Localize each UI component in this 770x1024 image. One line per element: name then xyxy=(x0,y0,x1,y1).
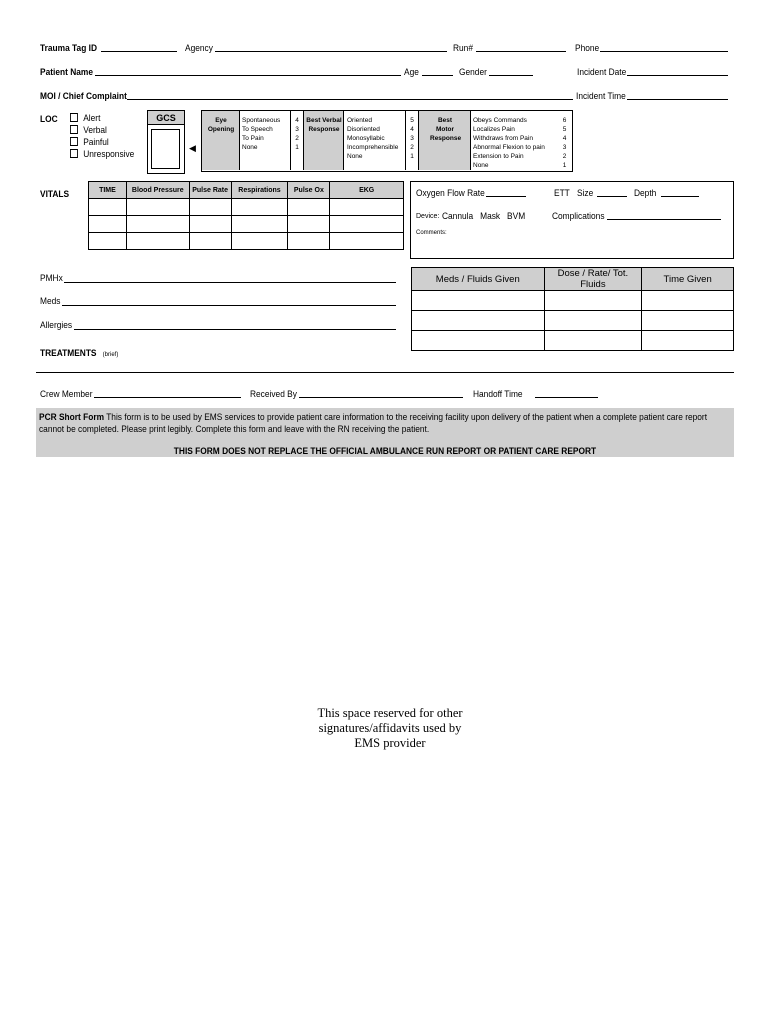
run-field[interactable] xyxy=(476,51,566,52)
loc-verbal[interactable]: Verbal xyxy=(70,125,134,137)
table-row xyxy=(89,216,404,233)
motor-scores: 6 5 4 3 2 1 xyxy=(562,117,567,169)
crew-member-field[interactable] xyxy=(94,397,241,398)
oxygen-flow-label: Oxygen Flow Rate xyxy=(416,188,485,199)
ett-label: ETT xyxy=(554,188,570,199)
treatments-note: (brief) xyxy=(102,352,119,358)
trauma-tag-label: Trauma Tag ID xyxy=(40,43,97,54)
age-field[interactable] xyxy=(422,75,453,76)
table-row xyxy=(89,233,404,250)
gender-label: Gender xyxy=(459,67,487,78)
size-field[interactable] xyxy=(597,196,627,197)
patient-name-field[interactable] xyxy=(95,75,401,76)
gcs-box xyxy=(147,110,185,174)
verbal-title: Best Verbal Response xyxy=(306,117,342,133)
motor-title: Best Motor Response xyxy=(430,117,462,142)
meds-col-given: Meds / Fluids Given xyxy=(412,268,545,291)
reserved-space-note: This space reserved for other signatures/affidavits used by EMS provider xyxy=(317,706,463,750)
treatments-label: TREATMENTS xyxy=(40,348,97,359)
agency-field[interactable] xyxy=(215,51,447,52)
loc-alert[interactable]: Alert xyxy=(70,113,134,125)
meds-table xyxy=(411,267,734,351)
table-row xyxy=(412,291,734,311)
vitals-table xyxy=(88,181,404,250)
checkbox-icon[interactable] xyxy=(70,137,78,146)
divider xyxy=(36,372,734,373)
notice-text: THIS FORM DOES NOT REPLACE THE OFFICIAL AMBULANCE RUN REPORT OR PATIENT CARE REPORT xyxy=(173,446,597,457)
moi-field[interactable] xyxy=(127,99,573,100)
treatments-heading xyxy=(40,343,118,361)
incident-time-label: Incident Time xyxy=(576,91,626,102)
incident-date-field[interactable] xyxy=(627,75,728,76)
checkbox-icon[interactable] xyxy=(70,113,78,122)
incident-date-label: Incident Date xyxy=(577,67,627,78)
loc-options xyxy=(70,113,143,161)
moi-label: MOI / Chief Complaint xyxy=(40,91,127,102)
meds-field[interactable] xyxy=(62,305,396,306)
checkbox-icon[interactable] xyxy=(70,125,78,134)
comments-label: Comments: xyxy=(416,230,447,236)
device-options[interactable]: Cannula Mask BVM xyxy=(442,211,526,222)
allergies-label: Allergies xyxy=(40,320,73,331)
age-label: Age xyxy=(404,67,419,78)
agency-label: Agency xyxy=(185,43,213,54)
loc-unresponsive[interactable]: Unresponsive xyxy=(70,149,134,161)
eye-opening-title: Eye Opening xyxy=(207,117,235,133)
run-label: Run# xyxy=(453,43,473,54)
eye-items: Spontaneous To Speech To Pain None xyxy=(242,117,281,151)
table-row xyxy=(412,331,734,351)
complications-label: Complications xyxy=(552,211,605,222)
vitals-label: VITALS xyxy=(40,189,70,200)
phone-label: Phone xyxy=(575,43,600,54)
gcs-scale xyxy=(201,110,573,172)
verbal-items: Oriented Disoriented Monosyllabic Incomprehensible None xyxy=(347,117,399,160)
handoff-time-field[interactable] xyxy=(535,397,598,398)
eye-scores: 4 3 2 1 xyxy=(290,111,304,170)
vitals-col-time: TIME xyxy=(89,182,127,199)
crew-member-label: Crew Member xyxy=(40,389,93,400)
complications-field[interactable] xyxy=(607,219,721,220)
depth-field[interactable] xyxy=(661,196,699,197)
table-row xyxy=(412,311,734,331)
trauma-tag-field[interactable] xyxy=(101,51,177,52)
arrow-left-icon: ◀ xyxy=(189,143,196,153)
depth-label: Depth xyxy=(634,188,657,199)
meds-col-time: Time Given xyxy=(642,268,734,291)
size-label: Size xyxy=(577,188,594,199)
phone-field[interactable] xyxy=(600,51,728,52)
pmhx-label: PMHx xyxy=(40,273,63,284)
incident-time-field[interactable] xyxy=(627,99,728,100)
received-by-field[interactable] xyxy=(299,397,463,398)
allergies-field[interactable] xyxy=(74,329,396,330)
oxygen-flow-field[interactable] xyxy=(486,196,526,197)
short-form-title: PCR Short Form xyxy=(39,412,105,423)
vitals-col-pulseox: Pulse Ox xyxy=(288,182,330,199)
patient-name-label: Patient Name xyxy=(40,67,93,78)
pmhx-field[interactable] xyxy=(64,282,396,283)
table-row xyxy=(89,199,404,216)
verbal-scores: 5 4 3 2 1 xyxy=(405,111,419,170)
vitals-col-pulse: Pulse Rate xyxy=(189,182,231,199)
meds-col-dose: Dose / Rate/ Tot. Fluids xyxy=(544,268,642,291)
vitals-col-resp: Respirations xyxy=(231,182,288,199)
short-form-text: This form is to be used by EMS services to provide patient care information to the receiving facility upon delivery of the patient when a complete patient care report cannot be completed. Please print legibly. Complete this form and leave with the RN receiving the patient. xyxy=(39,412,708,435)
device-label: Device: xyxy=(416,213,440,220)
received-by-label: Received By xyxy=(250,389,297,400)
pcr-notice xyxy=(36,408,734,457)
motor-items: Obeys Commands Localizes Pain Withdraws from Pain Abnormal Flexion to pain Extension to Pain None xyxy=(473,117,545,169)
vitals-col-ekg: EKG xyxy=(330,182,404,199)
vitals-col-bp: Blood Pressure xyxy=(126,182,189,199)
meds-label: Meds xyxy=(40,296,61,307)
gcs-total-field[interactable] xyxy=(151,129,180,169)
checkbox-icon[interactable] xyxy=(70,149,78,158)
gcs-label: GCS xyxy=(148,111,184,125)
gender-field[interactable] xyxy=(489,75,533,76)
handoff-time-label: Handoff Time xyxy=(473,389,523,400)
loc-painful[interactable]: Painful xyxy=(70,137,134,149)
loc-label: LOC xyxy=(40,114,58,125)
oxygen-box xyxy=(410,181,734,259)
